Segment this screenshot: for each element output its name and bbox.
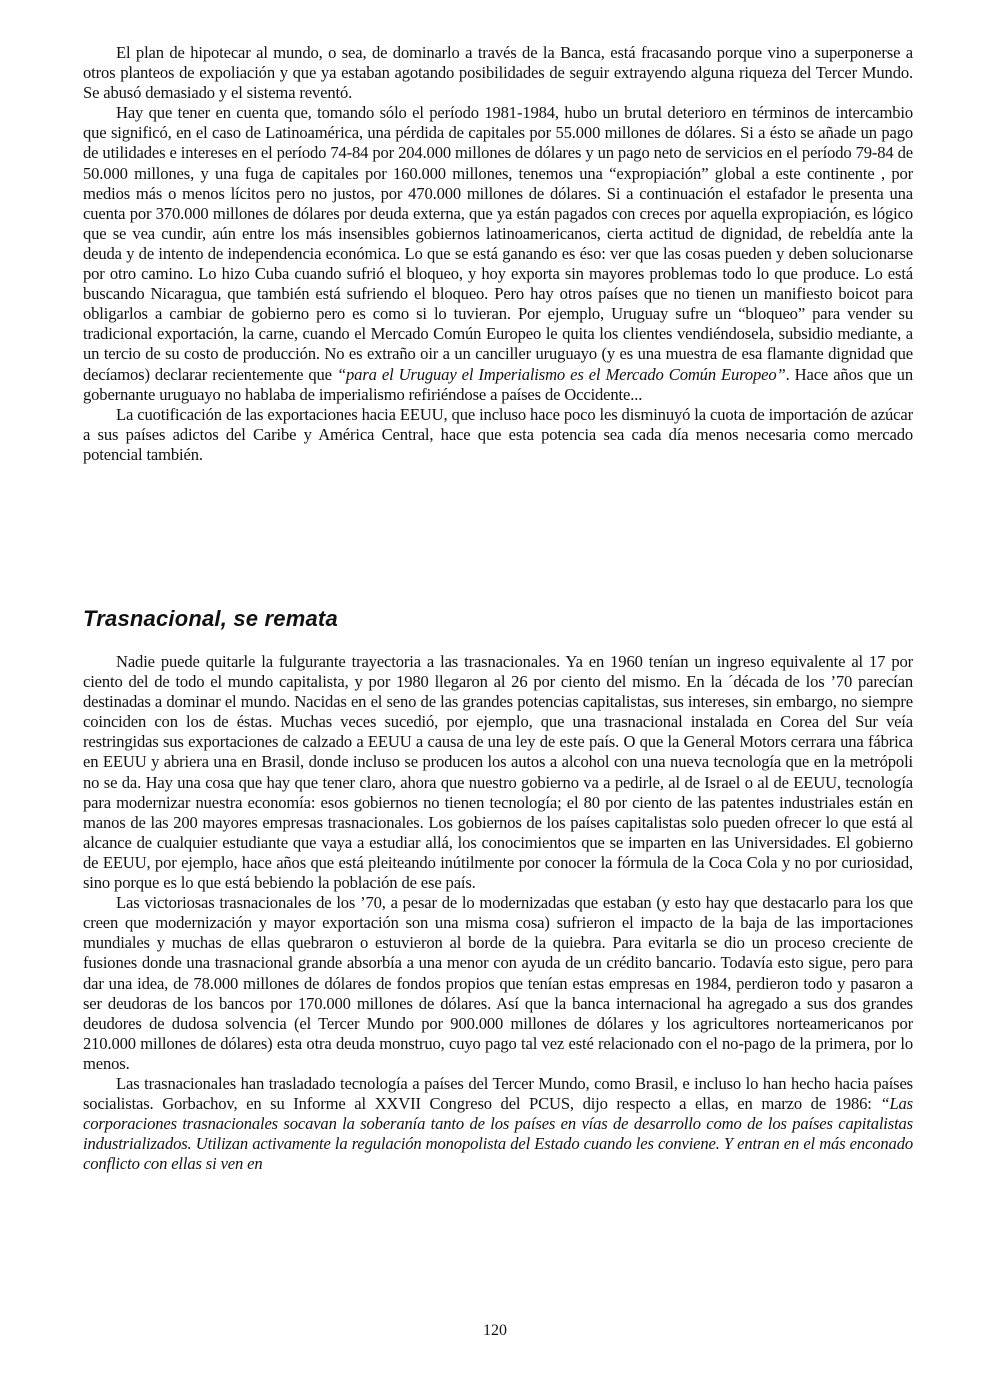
paragraph bbox=[83, 652, 913, 893]
paragraph-text: Las trasnacionales han trasladado tecnología a países del Tercer Mundo, como Brasil, e incluso lo han hecho hacia países socialistas. Gorbachov, en su Informe al XXVII Congreso del PCUS, dijo respecto a ellas, en marzo de 1986: bbox=[83, 1073, 913, 1114]
paragraph-text: Hay que tener en cuenta que, tomando sólo el período 1981-1984, hubo un brutal deterioro en términos de intercambio que significó, en el caso de Latinoamérica, una pérdida de capitales por 55.000 millones de dólares. Si a ésto se añade un pago de utilidades e intereses en el período 74-84 por 204.000 millones de dólares y un pago neto de servicios en el período 79-84 de 50.000 millones, y una fuga de capitales por 160.000 millones, tenemos una “expropiación” global a este continente , por medios más o menos lícitos pero no justos, por 470.000 millones de dólares. Si a continuación el estafador le presenta una cuenta por 370.000 millones de dólares por deuda externa, que ya están pagados con creces por aquella expropiación, es lógico que se vea cundir, aún entre los más insensibles gobiernos latinoamericanos, cierta actitud de dignidad, de rebeldía ante la deuda y de intento de independencia económica. Lo que se está ganando es éso: ver que las cosas pueden y deben solucionarse por otro camino. Lo hizo Cuba cuando sufrió el bloqueo, y hoy exporta sin mayores problemas todo lo que produce. Lo está buscando Nicaragua, que también está sufriendo el bloqueo. Pero hay otros países que no tienen un manifiesto boicot para obligarlos a cambiar de gobierno pero es como si lo tuvieran. Por ejemplo, Uruguay sufre un “bloqueo” para vender su tradicional exportación, la carne, cuando el Mercado Común Europeo le quita los clientes vendiéndosela, subsidio mediante, a un tercio de su costo de producción. No es extraño oir a un canciller uruguayo (y es una muestra de esa flamante dignidad que decíamos) declarar recientemente que bbox=[83, 103, 913, 384]
section-trasnacional bbox=[83, 652, 913, 1174]
paragraph-text: Nadie puede quitarle la fulgurante trayectoria a las trasnacionales. Ya en 1960 tenían un ingreso equivalente al 17 por ciento del de todo el mundo capitalista, y por 1980 llegaron al 26 por ciento del mismo. En la ´década de los ’70 parecían destinadas a dominar el mundo. Nacidas en el seno de las grandes potencias capitalistas, sus intereses, sin embargo, no siempre coinciden con los de éstas. Muchas veces sucedió, por ejemplo, que una trasnacional instalada en Corea del Sur veía restringidas sus exportaciones de calzado a EEUU a causa de una ley de este país. O que la General Motors cerrara una fábrica en EEUU y abriera una en Brasil, donde incluso se producen los autos a alcohol con una nueva tecnología que en la metrópoli no se da. Hay una cosa que hay que tener claro, ahora que nuestro gobierno va a pedirle, al de Israel o al de EEUU, tecnología para modernizar nuestra economía: esos gobiernos no tienen tecnología; el 80 por ciento de las patentes industriales están en manos de las 200 mayores empresas trasnacionales. Los gobiernos de los países capitalistas solo pueden ofrecer lo que está al alcance de cualquier estudiante que vaya a estudiar allá, los conocimientos que se imparten en las Universidades. El gobierno de EEUU, por ejemplo, hace años que está pleiteando inútilmente por conocer la fórmula de la Coca Cola y no por curiosidad, sino porque es lo que está bebiendo la población de ese país. bbox=[83, 652, 913, 893]
paragraph bbox=[83, 43, 913, 103]
paragraph-text: La cuotificación de las exportaciones hacia EEUU, que incluso hace poco les disminuyó la cuota de importación de azúcar a sus países adictos del Caribe y América Central, hace que esta potencia sea cada día menos necesaria como mercado potencial también. bbox=[83, 404, 913, 464]
paragraph-text: . Hace años que un gobernante uruguayo no hablaba de imperialismo refiriéndose a países de Occidente... bbox=[83, 364, 913, 404]
paragraph bbox=[83, 1074, 913, 1174]
paragraph-text: Las victoriosas trasnacionales de los ’70, a pesar de lo modernizadas que estaban (y esto hay que destacarlo para los que creen que modernización y mayor exportación son una misma cosa) sufrieron el impacto de la baja de las importaciones mundiales y muchas de ellas quebraron o estuvieron al borde de la quiebra. Para evitarla se dio un proceso creciente de fusiones donde una trasnacional grande absorbía a una menor con ayuda de un crédito bancario. Todavía esto sigue, pero para dar una idea, de 78.000 millones de dólares de fondos propios que tenían estas empresas en 1984, perdieron todo y pasaron a ser deudoras de los bancos por 170.000 millones de dólares. Así que la banca internacional ha agregado a sus dos grandes deudores de dudosa solvencia (el Tercer Mundo por 900.000 millones de dólares y los agricultores norteamericanos por 210.000 millones de dólares) esta otra deuda monstruo, cuyo pago tal vez esté relacionado con el no-pago de la primera, por lo menos. bbox=[83, 893, 913, 1073]
section-heading: Trasnacional, se remata bbox=[83, 606, 338, 631]
quote-text: “Las corporaciones trasnacionales socavan la soberanía tanto de los países en vías de desarrollo como de los países capitalistas industrializados. Utilizan activamente la regulación monopolista del Estado cuando les conviene. Y entran en el más enconado conflicto con ellas si ven en bbox=[83, 1094, 913, 1174]
section-intro bbox=[83, 43, 913, 465]
quote-text: “para el Uruguay el Imperialismo es el Mercado Común Europeo” bbox=[336, 364, 786, 384]
paragraph bbox=[83, 405, 913, 465]
paragraph bbox=[83, 893, 913, 1074]
paragraph-text: El plan de hipotecar al mundo, o sea, de dominarlo a través de la Banca, está fracasando porque vino a superponerse a otros planteos de expoliación y que ya estaban agotando posibilidades de seguir extrayendo alguna riqueza del Tercer Mundo. Se abusó demasiado y el sistema reventó. bbox=[83, 43, 913, 103]
paragraph bbox=[83, 103, 913, 404]
page-number: 120 bbox=[483, 1322, 507, 1339]
